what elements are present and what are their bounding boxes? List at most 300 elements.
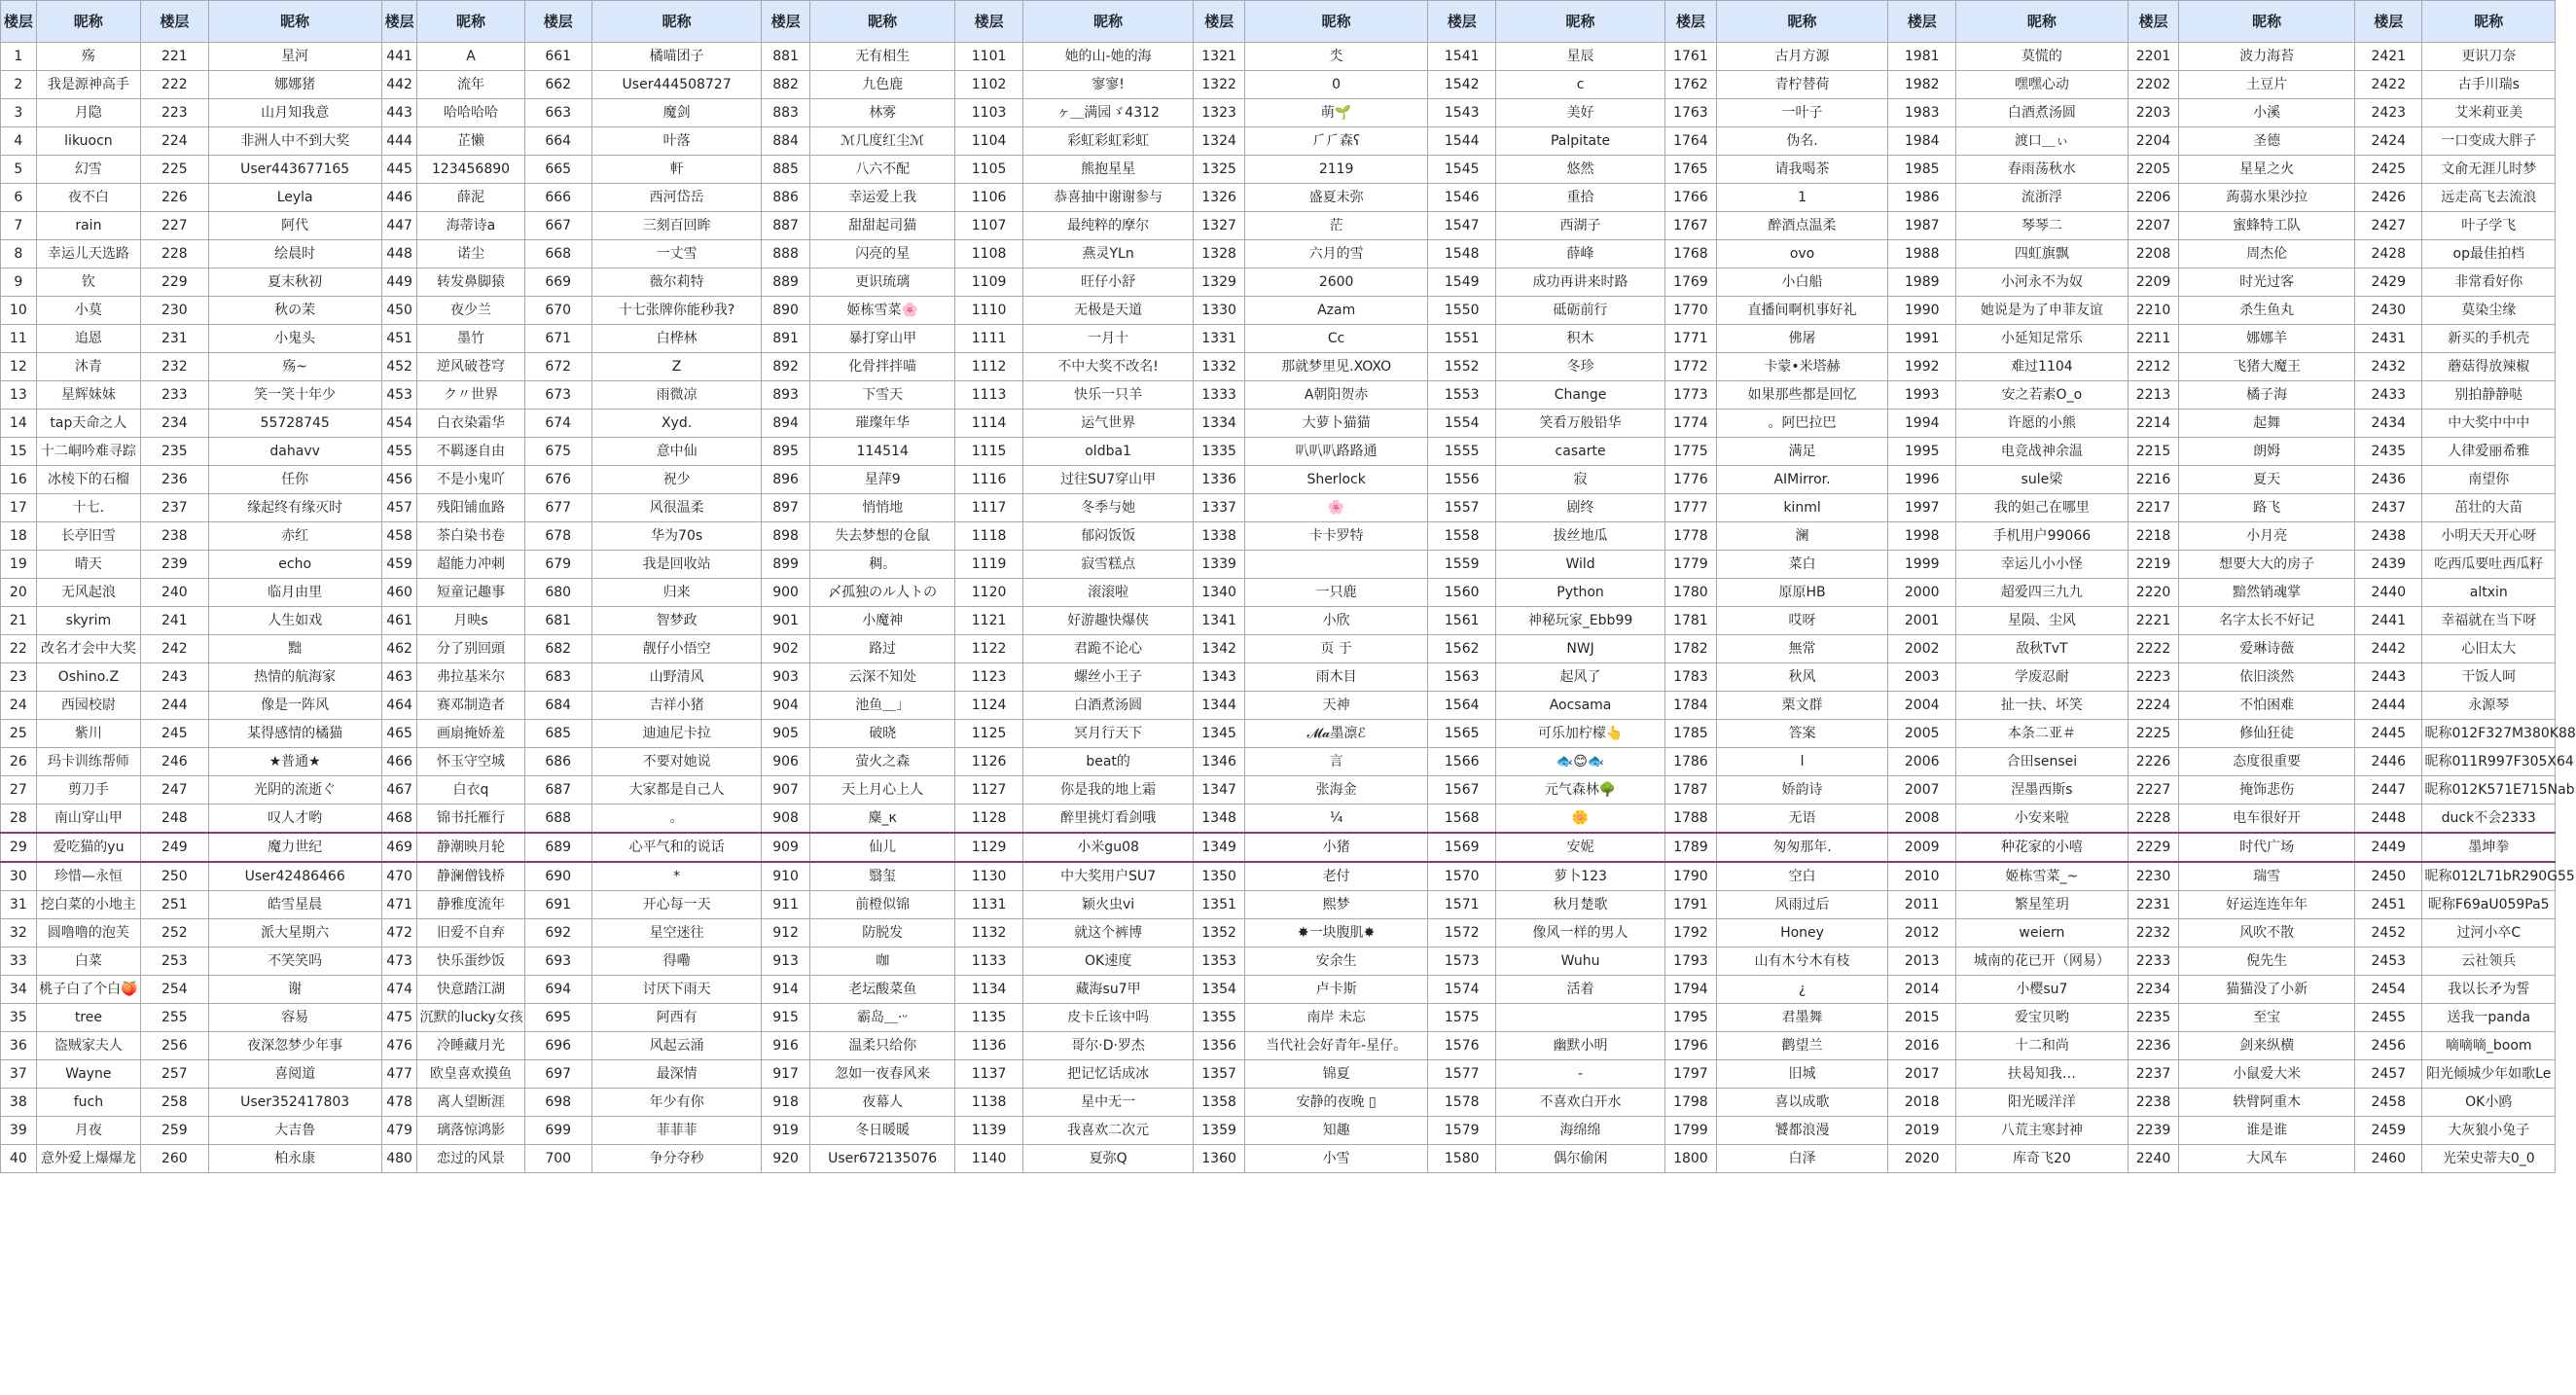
floor-cell[interactable]: 2209 xyxy=(2128,268,2178,297)
nickname-cell[interactable]: 小莫 xyxy=(36,297,140,325)
floor-cell[interactable]: 7 xyxy=(1,212,37,240)
nickname-cell[interactable]: Aocsama xyxy=(1495,692,1664,720)
floor-cell[interactable]: 1574 xyxy=(1428,976,1495,1004)
floor-cell[interactable]: 1577 xyxy=(1428,1060,1495,1089)
nickname-cell[interactable]: 锦夏 xyxy=(1244,1060,1428,1089)
nickname-cell[interactable]: 不要对她说 xyxy=(591,748,761,776)
floor-cell[interactable]: 2202 xyxy=(2128,71,2178,99)
floor-cell[interactable]: 1988 xyxy=(1888,240,1955,268)
floor-cell[interactable]: 14 xyxy=(1,410,37,438)
nickname-cell[interactable]: 盗贼家夫人 xyxy=(36,1032,140,1060)
floor-cell[interactable]: 223 xyxy=(141,99,208,127)
floor-cell[interactable]: 1792 xyxy=(1665,919,1716,948)
nickname-cell[interactable]: kinml xyxy=(1716,494,1888,522)
nickname-cell[interactable]: 得嘞 xyxy=(591,948,761,976)
nickname-cell[interactable]: 失去梦想的仓鼠 xyxy=(810,522,955,551)
floor-cell[interactable]: 893 xyxy=(762,381,810,410)
nickname-cell[interactable]: 123456890 xyxy=(417,156,524,184)
floor-cell[interactable]: 457 xyxy=(381,494,417,522)
nickname-cell[interactable]: 非常看好你 xyxy=(2422,268,2556,297)
nickname-cell[interactable]: 下雪天 xyxy=(810,381,955,410)
floor-cell[interactable]: 2212 xyxy=(2128,353,2178,381)
nickname-cell[interactable]: 吉祥小猪 xyxy=(591,692,761,720)
floor-cell[interactable]: 1553 xyxy=(1428,381,1495,410)
floor-cell[interactable]: 1770 xyxy=(1665,297,1716,325)
nickname-cell[interactable]: 至宝 xyxy=(2179,1004,2355,1032)
floor-cell[interactable]: 2449 xyxy=(2355,833,2422,862)
floor-cell[interactable]: 673 xyxy=(524,381,591,410)
nickname-cell[interactable]: 过往SU7穿山甲 xyxy=(1022,466,1194,494)
nickname-cell[interactable]: 笑看万般铅华 xyxy=(1495,410,1664,438)
nickname-cell[interactable]: 学废忍耐 xyxy=(1955,663,2128,692)
nickname-cell[interactable]: 大萝卜猫猫 xyxy=(1244,410,1428,438)
nickname-cell[interactable]: 仙儿 xyxy=(810,833,955,862)
nickname-cell[interactable]: 讨厌下雨天 xyxy=(591,976,761,1004)
floor-cell[interactable]: 1110 xyxy=(955,297,1022,325)
floor-cell[interactable]: 1125 xyxy=(955,720,1022,748)
floor-cell[interactable]: 911 xyxy=(762,891,810,919)
nickname-cell[interactable]: 十七张牌你能秒我? xyxy=(591,297,761,325)
nickname-cell[interactable]: 敌秋TvT xyxy=(1955,635,2128,663)
nickname-cell[interactable]: 小樱su7 xyxy=(1955,976,2128,1004)
floor-cell[interactable]: 34 xyxy=(1,976,37,1004)
floor-cell[interactable]: 29 xyxy=(1,833,37,862)
nickname-cell[interactable]: 送我一panda xyxy=(2422,1004,2556,1032)
nickname-cell[interactable]: 爱吃猫的yu xyxy=(36,833,140,862)
nickname-cell[interactable]: 星辰 xyxy=(1495,43,1664,71)
floor-cell[interactable]: 2206 xyxy=(2128,184,2178,212)
floor-cell[interactable]: 2010 xyxy=(1888,862,1955,891)
nickname-cell[interactable]: 南山穿山甲 xyxy=(36,805,140,834)
nickname-cell[interactable]: 满足 xyxy=(1716,438,1888,466)
floor-cell[interactable]: 38 xyxy=(1,1089,37,1117)
floor-cell[interactable]: 2004 xyxy=(1888,692,1955,720)
floor-cell[interactable]: 458 xyxy=(381,522,417,551)
nickname-cell[interactable]: 许愿的小熊 xyxy=(1955,410,2128,438)
nickname-cell[interactable]: 幸运儿小小怪 xyxy=(1955,551,2128,579)
floor-cell[interactable]: 221 xyxy=(141,43,208,71)
nickname-cell[interactable]: User444508727 xyxy=(591,71,761,99)
floor-cell[interactable]: 222 xyxy=(141,71,208,99)
floor-cell[interactable]: 1360 xyxy=(1194,1145,1244,1173)
nickname-cell[interactable]: skyrim xyxy=(36,607,140,635)
nickname-cell[interactable]: 山月知我意 xyxy=(208,99,381,127)
floor-cell[interactable]: 1345 xyxy=(1194,720,1244,748)
nickname-cell[interactable]: User672135076 xyxy=(810,1145,955,1173)
floor-cell[interactable]: 11 xyxy=(1,325,37,353)
floor-cell[interactable]: 2454 xyxy=(2355,976,2422,1004)
nickname-cell[interactable]: 大灰狼小兔子 xyxy=(2422,1117,2556,1145)
nickname-cell[interactable]: 茫 xyxy=(1244,212,1428,240)
nickname-cell[interactable]: 残阳铺血路 xyxy=(417,494,524,522)
floor-cell[interactable]: 447 xyxy=(381,212,417,240)
floor-cell[interactable]: 1565 xyxy=(1428,720,1495,748)
nickname-cell[interactable]: 星河 xyxy=(208,43,381,71)
nickname-cell[interactable]: 叶子学飞 xyxy=(2422,212,2556,240)
floor-cell[interactable]: 253 xyxy=(141,948,208,976)
floor-cell[interactable]: 1772 xyxy=(1665,353,1716,381)
floor-cell[interactable]: 1779 xyxy=(1665,551,1716,579)
nickname-cell[interactable]: User443677165 xyxy=(208,156,381,184)
floor-cell[interactable]: 1761 xyxy=(1665,43,1716,71)
floor-cell[interactable]: 910 xyxy=(762,862,810,891)
floor-cell[interactable]: 915 xyxy=(762,1004,810,1032)
nickname-cell[interactable]: 温柔只给你 xyxy=(810,1032,955,1060)
nickname-cell[interactable]: 娜娜猪 xyxy=(208,71,381,99)
floor-cell[interactable]: 1782 xyxy=(1665,635,1716,663)
nickname-cell[interactable]: 安妮 xyxy=(1495,833,1664,862)
nickname-cell[interactable]: 像是一阵风 xyxy=(208,692,381,720)
floor-cell[interactable]: 2423 xyxy=(2355,99,2422,127)
floor-cell[interactable]: 1991 xyxy=(1888,325,1955,353)
floor-cell[interactable]: 1762 xyxy=(1665,71,1716,99)
floor-cell[interactable]: 1334 xyxy=(1194,410,1244,438)
floor-cell[interactable]: 697 xyxy=(524,1060,591,1089)
floor-cell[interactable]: 233 xyxy=(141,381,208,410)
nickname-cell[interactable]: 言 xyxy=(1244,748,1428,776)
nickname-cell[interactable]: 𝓜𝓪墨凛ℰ xyxy=(1244,720,1428,748)
floor-cell[interactable]: 2009 xyxy=(1888,833,1955,862)
nickname-cell[interactable]: 🐟😊🐟 xyxy=(1495,748,1664,776)
nickname-cell[interactable]: User352417803 xyxy=(208,1089,381,1117)
floor-cell[interactable]: 242 xyxy=(141,635,208,663)
floor-cell[interactable]: 1128 xyxy=(955,805,1022,834)
nickname-cell[interactable]: AIMirror. xyxy=(1716,466,1888,494)
floor-cell[interactable]: 1347 xyxy=(1194,776,1244,805)
nickname-cell[interactable]: 1 xyxy=(1716,184,1888,212)
nickname-cell[interactable]: 無常 xyxy=(1716,635,1888,663)
nickname-cell[interactable]: 青柠替荷 xyxy=(1716,71,1888,99)
floor-cell[interactable]: 2020 xyxy=(1888,1145,1955,1173)
floor-cell[interactable]: 1546 xyxy=(1428,184,1495,212)
floor-cell[interactable]: 2204 xyxy=(2128,127,2178,156)
nickname-cell[interactable]: 星陨、尘风 xyxy=(1955,607,2128,635)
floor-cell[interactable]: 247 xyxy=(141,776,208,805)
floor-cell[interactable]: 2446 xyxy=(2355,748,2422,776)
floor-cell[interactable]: 672 xyxy=(524,353,591,381)
nickname-cell[interactable]: 一口变成大胖子 xyxy=(2422,127,2556,156)
floor-cell[interactable]: 919 xyxy=(762,1117,810,1145)
floor-cell[interactable]: 441 xyxy=(381,43,417,71)
floor-cell[interactable]: 1567 xyxy=(1428,776,1495,805)
nickname-cell[interactable]: 分了别回頭 xyxy=(417,635,524,663)
floor-cell[interactable]: 449 xyxy=(381,268,417,297)
floor-cell[interactable]: 895 xyxy=(762,438,810,466)
nickname-cell[interactable]: 霸岛＿·ᵕ xyxy=(810,1004,955,1032)
floor-cell[interactable]: 1575 xyxy=(1428,1004,1495,1032)
floor-cell[interactable]: 250 xyxy=(141,862,208,891)
nickname-cell[interactable]: duck不会2333 xyxy=(2422,805,2556,834)
nickname-cell[interactable]: 墨坤拳 xyxy=(2422,833,2556,862)
floor-cell[interactable]: 244 xyxy=(141,692,208,720)
nickname-cell[interactable]: 智梦政 xyxy=(591,607,761,635)
floor-cell[interactable]: 1114 xyxy=(955,410,1022,438)
nickname-cell[interactable]: 八荒主寒封神 xyxy=(1955,1117,2128,1145)
floor-cell[interactable]: 21 xyxy=(1,607,37,635)
floor-cell[interactable]: 909 xyxy=(762,833,810,862)
nickname-cell[interactable]: 海蒂诗a xyxy=(417,212,524,240)
floor-cell[interactable]: 451 xyxy=(381,325,417,353)
nickname-cell[interactable]: 云深不知处 xyxy=(810,663,955,692)
nickname-cell[interactable]: 黜 xyxy=(208,635,381,663)
floor-cell[interactable]: 1130 xyxy=(955,862,1022,891)
floor-cell[interactable]: 2238 xyxy=(2128,1089,2178,1117)
floor-cell[interactable]: 30 xyxy=(1,862,37,891)
nickname-cell[interactable]: 她的山-她的海 xyxy=(1022,43,1194,71)
nickname-cell[interactable]: 大风车 xyxy=(2179,1145,2355,1173)
nickname-cell[interactable]: 笑一笑十年少 xyxy=(208,381,381,410)
floor-cell[interactable]: 1124 xyxy=(955,692,1022,720)
nickname-cell[interactable]: ヶ＿满园ゞ4312 xyxy=(1022,99,1194,127)
floor-cell[interactable]: 681 xyxy=(524,607,591,635)
floor-cell[interactable]: 1765 xyxy=(1665,156,1716,184)
floor-cell[interactable]: 920 xyxy=(762,1145,810,1173)
nickname-cell[interactable]: 掩饰悲伤 xyxy=(2179,776,2355,805)
nickname-cell[interactable]: 空白 xyxy=(1716,862,1888,891)
floor-cell[interactable]: 466 xyxy=(381,748,417,776)
nickname-cell[interactable]: 忽如一夜春风来 xyxy=(810,1060,955,1089)
floor-cell[interactable]: 2425 xyxy=(2355,156,2422,184)
floor-cell[interactable]: 1572 xyxy=(1428,919,1495,948)
nickname-cell[interactable]: 小溪 xyxy=(2179,99,2355,127)
floor-cell[interactable]: 2447 xyxy=(2355,776,2422,805)
floor-cell[interactable]: 1353 xyxy=(1194,948,1244,976)
nickname-cell[interactable]: 改名才会中大奖 xyxy=(36,635,140,663)
floor-cell[interactable]: 471 xyxy=(381,891,417,919)
floor-cell[interactable]: 257 xyxy=(141,1060,208,1089)
nickname-cell[interactable]: 偶尔偷闲 xyxy=(1495,1145,1664,1173)
nickname-cell[interactable]: 55728745 xyxy=(208,410,381,438)
nickname-cell[interactable]: 橘子海 xyxy=(2179,381,2355,410)
floor-cell[interactable]: 2433 xyxy=(2355,381,2422,410)
nickname-cell[interactable]: 郁闷饭饭 xyxy=(1022,522,1194,551)
nickname-cell[interactable]: 周杰伦 xyxy=(2179,240,2355,268)
floor-cell[interactable]: 252 xyxy=(141,919,208,948)
nickname-cell[interactable]: 叶落 xyxy=(591,127,761,156)
floor-cell[interactable]: 40 xyxy=(1,1145,37,1173)
nickname-cell[interactable]: 白酒煮汤圆 xyxy=(1955,99,2128,127)
floor-cell[interactable]: 664 xyxy=(524,127,591,156)
nickname-cell[interactable]: 寂雪糕点 xyxy=(1022,551,1194,579)
floor-cell[interactable]: 1324 xyxy=(1194,127,1244,156)
floor-cell[interactable]: 686 xyxy=(524,748,591,776)
floor-cell[interactable]: 1993 xyxy=(1888,381,1955,410)
floor-cell[interactable]: 1342 xyxy=(1194,635,1244,663)
floor-cell[interactable]: 2217 xyxy=(2128,494,2178,522)
nickname-cell[interactable]: 阿西有 xyxy=(591,1004,761,1032)
floor-cell[interactable]: 682 xyxy=(524,635,591,663)
floor-cell[interactable]: 1117 xyxy=(955,494,1022,522)
nickname-cell[interactable]: 2600 xyxy=(1244,268,1428,297)
floor-cell[interactable]: 904 xyxy=(762,692,810,720)
floor-cell[interactable]: 1763 xyxy=(1665,99,1716,127)
floor-cell[interactable]: 884 xyxy=(762,127,810,156)
nickname-cell[interactable]: 追恩 xyxy=(36,325,140,353)
floor-cell[interactable]: 1325 xyxy=(1194,156,1244,184)
nickname-cell[interactable]: 盛夏未弥 xyxy=(1244,184,1428,212)
floor-cell[interactable]: 2443 xyxy=(2355,663,2422,692)
nickname-cell[interactable]: 橘喵团子 xyxy=(591,43,761,71)
floor-cell[interactable]: 886 xyxy=(762,184,810,212)
nickname-cell[interactable]: 熊抱星星 xyxy=(1022,156,1194,184)
nickname-cell[interactable]: 涅墨西斯s xyxy=(1955,776,2128,805)
floor-cell[interactable]: 243 xyxy=(141,663,208,692)
floor-cell[interactable]: 2222 xyxy=(2128,635,2178,663)
nickname-cell[interactable]: 四虹旗飘 xyxy=(1955,240,2128,268)
nickname-cell[interactable]: 天神 xyxy=(1244,692,1428,720)
nickname-cell[interactable]: Change xyxy=(1495,381,1664,410)
floor-cell[interactable]: 1349 xyxy=(1194,833,1244,862)
floor-cell[interactable]: 1985 xyxy=(1888,156,1955,184)
nickname-cell[interactable]: 鹳望兰 xyxy=(1716,1032,1888,1060)
floor-cell[interactable]: 2231 xyxy=(2128,891,2178,919)
floor-cell[interactable]: 1551 xyxy=(1428,325,1495,353)
floor-cell[interactable]: 232 xyxy=(141,353,208,381)
nickname-cell[interactable]: 旧城 xyxy=(1716,1060,1888,1089)
nickname-cell[interactable]: 南岸 未忘 xyxy=(1244,1004,1428,1032)
floor-cell[interactable]: 236 xyxy=(141,466,208,494)
nickname-cell[interactable]: c xyxy=(1495,71,1664,99)
floor-cell[interactable]: 1113 xyxy=(955,381,1022,410)
floor-cell[interactable]: 1768 xyxy=(1665,240,1716,268)
floor-cell[interactable]: 1107 xyxy=(955,212,1022,240)
nickname-cell[interactable]: A xyxy=(417,43,524,71)
floor-cell[interactable]: 1543 xyxy=(1428,99,1495,127)
floor-cell[interactable]: 3 xyxy=(1,99,37,127)
floor-cell[interactable]: 2424 xyxy=(2355,127,2422,156)
floor-cell[interactable]: 677 xyxy=(524,494,591,522)
floor-cell[interactable]: 1 xyxy=(1,43,37,71)
floor-cell[interactable]: 2235 xyxy=(2128,1004,2178,1032)
floor-cell[interactable]: 18 xyxy=(1,522,37,551)
floor-cell[interactable]: 1780 xyxy=(1665,579,1716,607)
nickname-cell[interactable]: 朗姆 xyxy=(2179,438,2355,466)
floor-cell[interactable]: 1987 xyxy=(1888,212,1955,240)
nickname-cell[interactable]: 超能力冲刺 xyxy=(417,551,524,579)
floor-cell[interactable]: 2223 xyxy=(2128,663,2178,692)
nickname-cell[interactable]: 旺仔小舒 xyxy=(1022,268,1194,297)
nickname-cell[interactable]: 像风一样的男人 xyxy=(1495,919,1664,948)
floor-cell[interactable]: 2431 xyxy=(2355,325,2422,353)
nickname-cell[interactable]: 小鬼头 xyxy=(208,325,381,353)
nickname-cell[interactable]: Palpitate xyxy=(1495,127,1664,156)
floor-cell[interactable]: 2216 xyxy=(2128,466,2178,494)
floor-cell[interactable]: 1122 xyxy=(955,635,1022,663)
nickname-cell[interactable]: 别拍静静哒 xyxy=(2422,381,2556,410)
floor-cell[interactable]: 912 xyxy=(762,919,810,948)
nickname-cell[interactable]: 请我喝茶 xyxy=(1716,156,1888,184)
nickname-cell[interactable]: 积木 xyxy=(1495,325,1664,353)
floor-cell[interactable]: 903 xyxy=(762,663,810,692)
nickname-cell[interactable]: 我喜欢二次元 xyxy=(1022,1117,1194,1145)
nickname-cell[interactable]: 剧终 xyxy=(1495,494,1664,522)
floor-cell[interactable]: 1989 xyxy=(1888,268,1955,297)
nickname-cell[interactable]: 我的妲己在哪里 xyxy=(1955,494,2128,522)
nickname-cell[interactable]: 澜 xyxy=(1716,522,1888,551)
nickname-cell[interactable]: 重拾 xyxy=(1495,184,1664,212)
nickname-cell[interactable]: 月映s xyxy=(417,607,524,635)
floor-cell[interactable]: 459 xyxy=(381,551,417,579)
nickname-cell[interactable]: 小猪 xyxy=(1244,833,1428,862)
floor-cell[interactable]: 1775 xyxy=(1665,438,1716,466)
floor-cell[interactable]: 1354 xyxy=(1194,976,1244,1004)
floor-cell[interactable]: 2427 xyxy=(2355,212,2422,240)
nickname-cell[interactable]: 心平气和的说话 xyxy=(591,833,761,862)
floor-cell[interactable]: 1131 xyxy=(955,891,1022,919)
floor-cell[interactable]: 445 xyxy=(381,156,417,184)
floor-cell[interactable]: 1359 xyxy=(1194,1117,1244,1145)
nickname-cell[interactable]: 九色鹿 xyxy=(810,71,955,99)
nickname-cell[interactable]: 神秘玩家_Ebb99 xyxy=(1495,607,1664,635)
nickname-cell[interactable]: 莫染尘缘 xyxy=(2422,297,2556,325)
floor-cell[interactable]: 892 xyxy=(762,353,810,381)
floor-cell[interactable]: 1557 xyxy=(1428,494,1495,522)
nickname-cell[interactable]: Z xyxy=(591,353,761,381)
floor-cell[interactable]: 2233 xyxy=(2128,948,2178,976)
floor-cell[interactable]: 230 xyxy=(141,297,208,325)
floor-cell[interactable]: 891 xyxy=(762,325,810,353)
nickname-cell[interactable]: 远走高飞去流浪 xyxy=(2422,184,2556,212)
floor-cell[interactable]: 690 xyxy=(524,862,591,891)
nickname-cell[interactable]: 诺尘 xyxy=(417,240,524,268)
nickname-cell[interactable]: 娇韵诗 xyxy=(1716,776,1888,805)
floor-cell[interactable]: 1800 xyxy=(1665,1145,1716,1173)
nickname-cell[interactable]: fuch xyxy=(36,1089,140,1117)
nickname-cell[interactable]: 合田sensei xyxy=(1955,748,2128,776)
floor-cell[interactable]: 1330 xyxy=(1194,297,1244,325)
floor-cell[interactable]: 6 xyxy=(1,184,37,212)
floor-cell[interactable]: 1337 xyxy=(1194,494,1244,522)
floor-cell[interactable]: 1773 xyxy=(1665,381,1716,410)
nickname-cell[interactable]: 小欣 xyxy=(1244,607,1428,635)
nickname-cell[interactable]: 安之若素O_o xyxy=(1955,381,2128,410)
nickname-cell[interactable]: 钦 xyxy=(36,268,140,297)
floor-cell[interactable]: 480 xyxy=(381,1145,417,1173)
floor-cell[interactable]: 1767 xyxy=(1665,212,1716,240)
floor-cell[interactable]: 696 xyxy=(524,1032,591,1060)
nickname-cell[interactable]: 轶臂阿重木 xyxy=(2179,1089,2355,1117)
nickname-cell[interactable]: 卢卡斯 xyxy=(1244,976,1428,1004)
nickname-cell[interactable]: 把记忆话成冰 xyxy=(1022,1060,1194,1089)
nickname-cell[interactable]: 我是回收站 xyxy=(591,551,761,579)
floor-cell[interactable]: 2422 xyxy=(2355,71,2422,99)
nickname-cell[interactable]: 态度很重要 xyxy=(2179,748,2355,776)
nickname-cell[interactable]: Xyd. xyxy=(591,410,761,438)
nickname-cell[interactable]: Cc xyxy=(1244,325,1428,353)
nickname-cell[interactable]: 画扇掩娇羞 xyxy=(417,720,524,748)
nickname-cell[interactable]: 人生如戏 xyxy=(208,607,381,635)
nickname-cell[interactable]: 小安来啦 xyxy=(1955,805,2128,834)
floor-cell[interactable]: 1995 xyxy=(1888,438,1955,466)
nickname-cell[interactable]: 老付 xyxy=(1244,862,1428,891)
nickname-cell[interactable]: Sherlock xyxy=(1244,466,1428,494)
floor-cell[interactable]: 2458 xyxy=(2355,1089,2422,1117)
nickname-cell[interactable]: 萌🌱 xyxy=(1244,99,1428,127)
nickname-cell[interactable]: 名字太长不好记 xyxy=(2179,607,2355,635)
floor-cell[interactable]: 2234 xyxy=(2128,976,2178,1004)
nickname-cell[interactable]: echo xyxy=(208,551,381,579)
floor-cell[interactable]: 1559 xyxy=(1428,551,1495,579)
nickname-cell[interactable]: 墨竹 xyxy=(417,325,524,353)
floor-cell[interactable]: 667 xyxy=(524,212,591,240)
nickname-cell[interactable]: 昵称F69aU059Pa5 xyxy=(2422,891,2556,919)
floor-cell[interactable]: 19 xyxy=(1,551,37,579)
floor-cell[interactable]: 1566 xyxy=(1428,748,1495,776)
nickname-cell[interactable]: 一月十 xyxy=(1022,325,1194,353)
nickname-cell[interactable]: 伪名. xyxy=(1716,127,1888,156)
floor-cell[interactable]: 1569 xyxy=(1428,833,1495,862)
nickname-cell[interactable]: 起风了 xyxy=(1495,663,1664,692)
